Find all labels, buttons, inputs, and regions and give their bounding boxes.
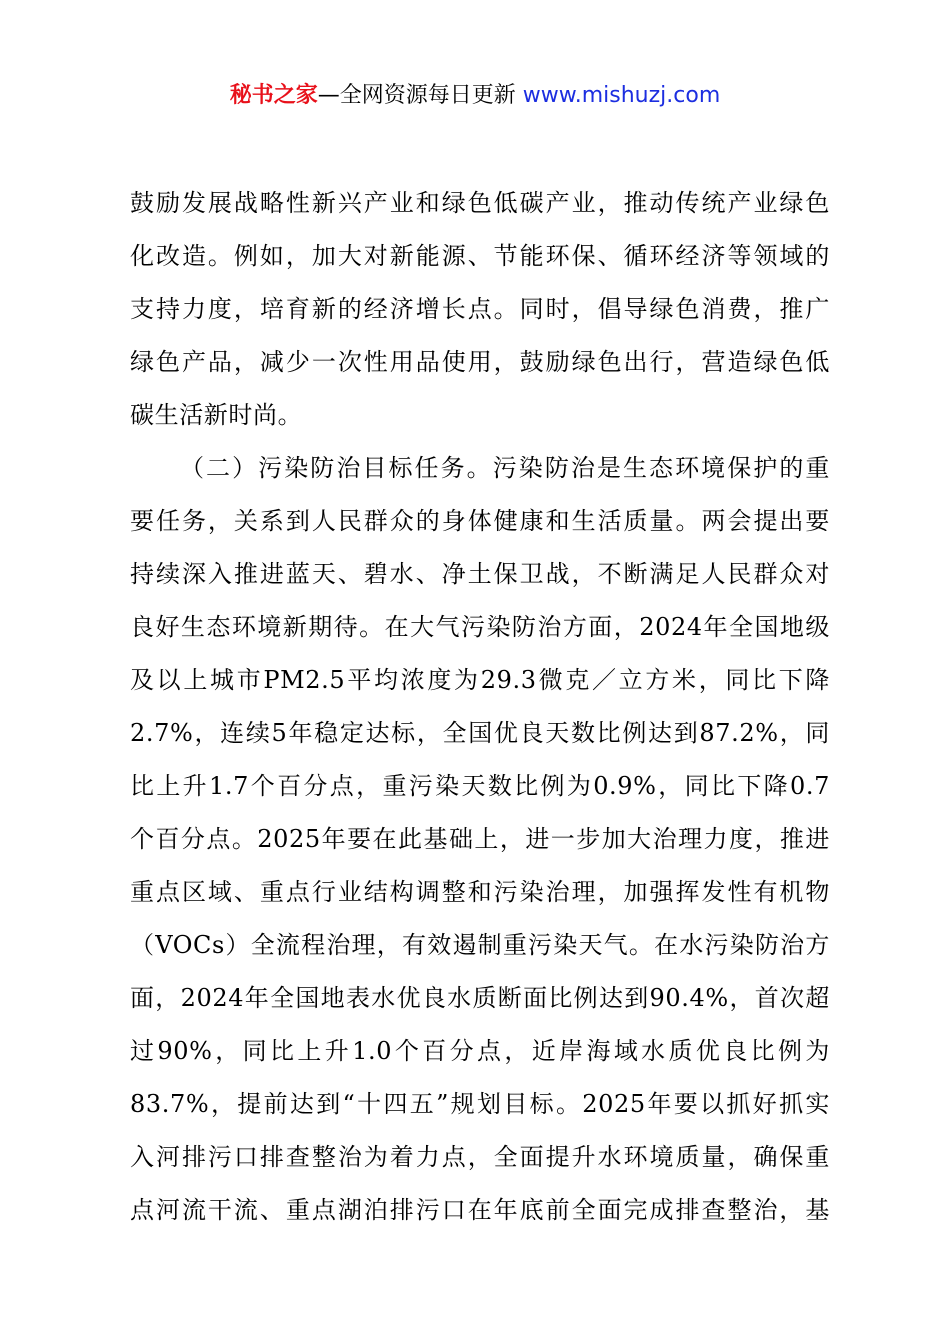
text-line: 比上升1.7个百分点，重污染天数比例为0.9%，同比下降0.7 [130, 772, 830, 800]
document-body [130, 177, 830, 1237]
page-header [0, 80, 950, 112]
text-line-indented: （二）污染防治目标任务。污染防治是生态环境保护的重 [180, 454, 830, 482]
text-line: 83.7%，提前达到“十四五”规划目标。2025年要以抓好抓实 [130, 1090, 830, 1118]
text-line: 及以上城市PM2.5平均浓度为29.3微克／立方米，同比下降 [130, 666, 830, 694]
site-url-link[interactable]: www.mishuzj.com [522, 83, 721, 108]
text-line: 重点区域、重点行业结构调整和污染治理，加强挥发性有机物 [130, 878, 830, 906]
text-line: （VOCs）全流程治理，有效遏制重污染天气。在水污染防治方 [130, 931, 830, 959]
text-line: 绿色产品，减少一次性用品使用，鼓励绿色出行，营造绿色低 [130, 348, 830, 376]
text-line: 点河流干流、重点湖泊排污口在年底前全面完成排查整治，基 [130, 1196, 830, 1224]
text-line: 鼓励发展战略性新兴产业和绿色低碳产业，推动传统产业绿色 [130, 189, 830, 217]
text-line: 2.7%，连续5年稳定达标，全国优良天数比例达到87.2%，同 [130, 719, 830, 747]
text-line: 碳生活新时尚。 [130, 401, 303, 429]
paragraph-green-development [130, 177, 830, 442]
text-line: 持续深入推进蓝天、碧水、净土保卫战，不断满足人民群众对 [130, 560, 830, 588]
text-line: 面，2024年全国地表水优良水质断面比例达到90.4%，首次超 [130, 984, 830, 1012]
text-line: 个百分点。2025年要在此基础上，进一步加大治理力度，推进 [130, 825, 830, 853]
brand-name: 秘书之家 [229, 83, 318, 108]
paragraph-pollution-control [130, 442, 830, 1237]
text-line: 支持力度，培育新的经济增长点。同时，倡导绿色消费，推广 [130, 295, 830, 323]
text-line: 化改造。例如，加大对新能源、节能环保、循环经济等领域的 [130, 242, 830, 270]
text-line: 良好生态环境新期待。在大气污染防治方面，2024年全国地级 [130, 613, 830, 641]
text-line: 过90%，同比上升1.0个百分点，近岸海域水质优良比例为 [130, 1037, 830, 1065]
text-line: 入河排污口排查整治为着力点，全面提升水环境质量，确保重 [130, 1143, 830, 1171]
text-line: 要任务，关系到人民群众的身体健康和生活质量。两会提出要 [130, 507, 830, 535]
header-slogan: —全网资源每日更新 [317, 83, 516, 108]
